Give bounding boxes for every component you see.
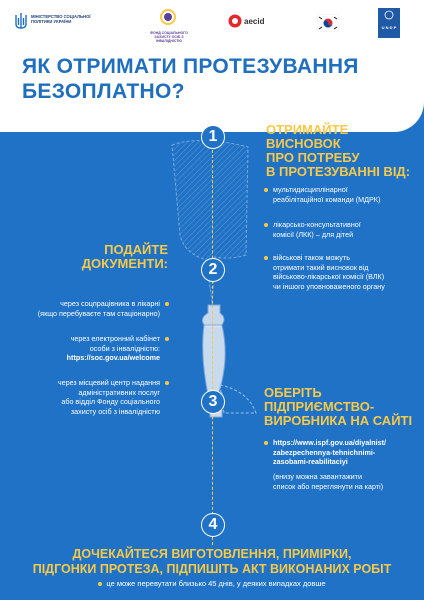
step3-link-line[interactable]: zasobami-reabilitaciyi	[273, 457, 348, 466]
step2-number: 2	[201, 258, 225, 282]
page-title-line2: БЕЗОПЛАТНО?	[22, 80, 185, 103]
partner-logos	[0, 0, 424, 44]
step1-item-line: чи іншого уповноваженого органу	[273, 281, 385, 291]
trident-icon	[14, 12, 28, 30]
bullet-icon	[165, 302, 169, 306]
aecid-logo	[228, 14, 242, 33]
step4-note	[0, 579, 424, 588]
bullet-icon	[264, 223, 268, 227]
step2-heading	[80, 243, 168, 271]
step4-heading-line: ПІДГОНКИ ПРОТЕЗА, ПІДПИШІТЬ АКТ ВИКОНАНИХ РОБІТ	[32, 562, 392, 576]
step3-heading	[264, 386, 412, 428]
aecid-icon	[228, 14, 242, 28]
step1-heading	[266, 123, 410, 179]
step2-item-line: або відділ Фонду соціального	[61, 397, 160, 406]
ministry-logo	[14, 12, 28, 35]
step3-link-line[interactable]: https://www.ispf.gov.ua/diyalnist/	[273, 438, 387, 447]
bullet-icon	[264, 188, 268, 192]
step2-item	[10, 378, 160, 416]
bullet-icon	[165, 337, 169, 341]
korea-flag-icon	[317, 14, 339, 32]
step4-note-text: це може перевутати близько 45 днів, у деяких випадках довше	[106, 579, 326, 588]
bullet-icon	[264, 256, 268, 260]
header-panel	[0, 0, 424, 132]
step1-item-line: комісії (ЛКК) – для дітей	[273, 229, 354, 239]
step2-heading-line: ПОДАЙТЕ	[104, 242, 168, 257]
step2-item-line: https://soc.gov.ua/welcome	[66, 353, 160, 362]
step2-item-line: захисту осіб з інвалідністю	[70, 406, 160, 416]
step2-item	[10, 299, 160, 318]
step3-link-line[interactable]: zabezpechennya-tehnichnimi-	[273, 447, 376, 457]
step1-item-line: отримати такий висновок від	[273, 262, 369, 272]
undp-logo-text: U N D P	[381, 25, 397, 30]
step2-item-line: через місцевий центр надання	[57, 378, 160, 387]
page-title	[22, 54, 402, 104]
step1-item-line: мультидисциплінарної	[273, 185, 348, 194]
step2-item-line: через електронний кабінет	[70, 334, 160, 343]
step1-heading-line: В ПРОТЕЗУВАННІ ВІД:	[266, 164, 411, 179]
step1-heading-line: ПРО ПОТРЕБУ	[266, 150, 360, 165]
bullet-icon	[264, 441, 268, 445]
step1-number: 1	[201, 125, 225, 149]
step1-item-line: військові також можуть	[273, 253, 350, 262]
step2-item-line: особи з інвалідністю:	[89, 343, 160, 353]
step1-item-line: реабілітаційної команди (МДРК)	[273, 194, 381, 204]
step3-heading-line: ВИРОБНИКА НА САЙТІ	[264, 413, 413, 428]
step2-item-line: (якщо перебуваєте там стаціонарно)	[37, 308, 160, 318]
undp-icon	[378, 8, 400, 38]
step3-note	[273, 472, 383, 491]
step3-link[interactable]	[273, 438, 386, 467]
step2-item-line: адміністративних послуг	[78, 387, 160, 397]
step2-item	[10, 334, 160, 363]
step1-item	[273, 185, 380, 204]
step4-number: 4	[201, 513, 225, 537]
step2-item-line: через соцпрацівника в лікарні	[60, 299, 160, 308]
timeline-line	[212, 150, 213, 545]
step3-note-line: (внизу можна завантажити	[273, 472, 362, 481]
page-title-line1: ЯК ОТРИМАТИ ПРОТЕЗУВАННЯ	[22, 55, 359, 78]
step1-heading-line: ВИСНОВОК	[266, 136, 341, 151]
step1-item-line: військово-лікарської комісії (ВЛК)	[273, 272, 385, 281]
ministry-logo-text: МІНІСТЕРСТВО СОЦІАЛЬНОЇ ПОЛІТИКИ УКРАЇНИ	[31, 14, 91, 24]
step3-heading-line: ОБЕРІТЬ	[264, 385, 322, 400]
step3-note-line: список або переглянути на карті)	[273, 481, 384, 491]
step4-heading	[0, 547, 424, 577]
step3-number: 3	[201, 390, 225, 414]
bullet-icon	[165, 381, 169, 385]
step1-item	[273, 253, 385, 291]
step1-item	[273, 220, 361, 239]
step1-item-line: лікарсько-консультативної	[273, 220, 361, 229]
step1-heading-line: ОТРИМАЙТЕ	[266, 122, 349, 137]
step3-heading-line: ПІДПРИЄМСТВО-	[264, 399, 375, 414]
step2-heading-line: ДОКУМЕНТИ:	[81, 256, 168, 271]
bullet-icon	[98, 582, 102, 586]
korea-flag	[317, 14, 339, 37]
step4-heading-line: ДОЧЕКАЙТЕСЯ ВИГОТОВЛЕННЯ, ПРИМІРКИ,	[72, 547, 352, 561]
fund-logo-text: ФОНД СОЦІАЛЬНОГО ЗАХИСТУ ОСІБ З ІНВАЛІДНІСТЮ	[150, 31, 188, 43]
aecid-logo-text: aecid	[244, 17, 265, 26]
